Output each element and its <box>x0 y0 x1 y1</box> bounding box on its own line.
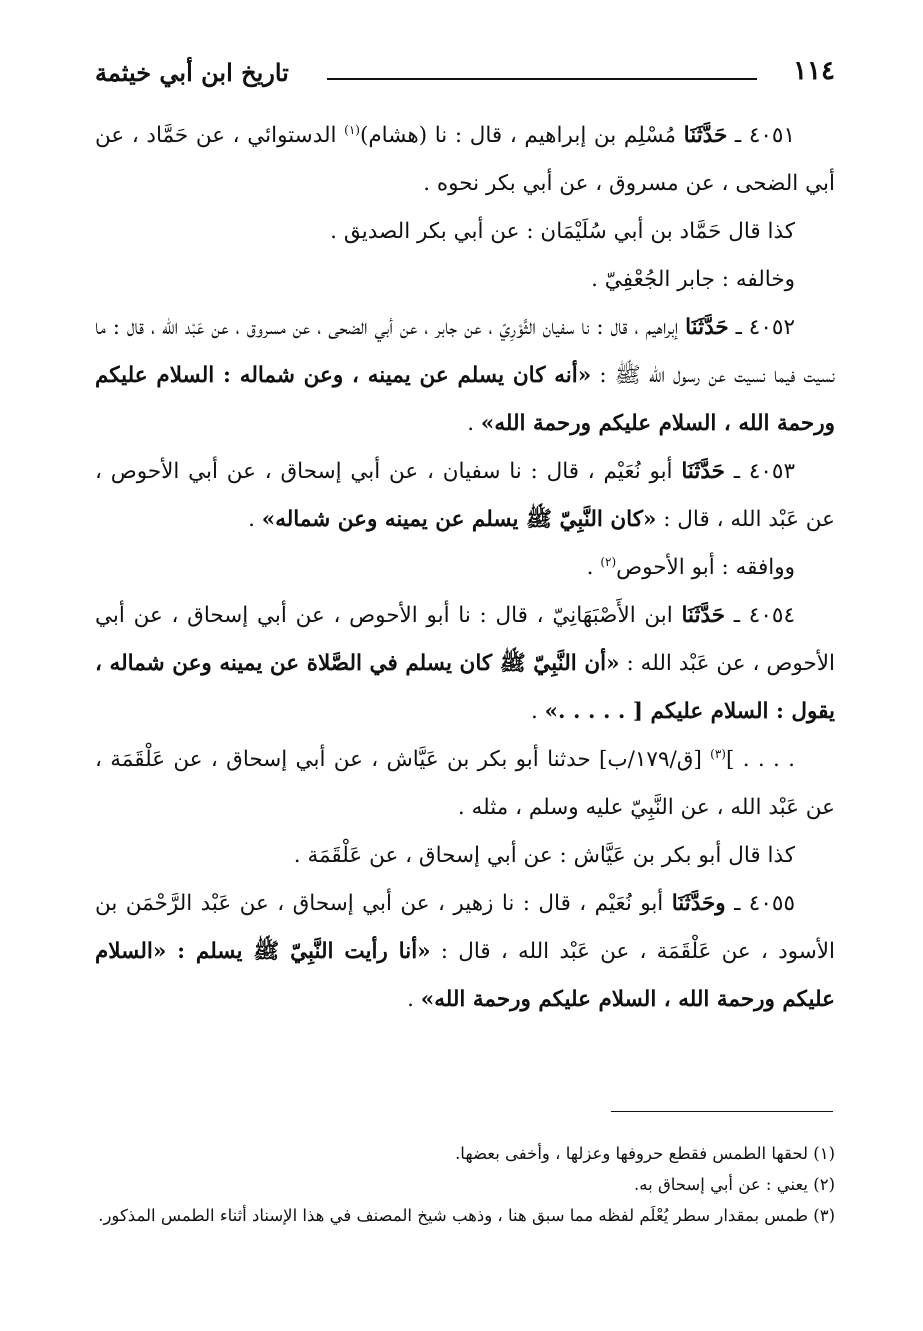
hadith-4051: ٤٠٥١ ـ حَدَّثَنَا مُسْلِم بن إبراهيم ، قال : نا (هشام)$^{(١)}$ الدستوائي ، عن حَمَّاد ، عن أبي الضحى ، عن مسروق ، عن أبي بكر نحوه . <box>95 122 835 196</box>
page-number: ١١٤ <box>793 56 835 86</box>
lacuna-paragraph: . . . . ]$^{(٣)}$ [ق/١٧٩/ب] حدثنا أبو بكر بن عَيَّاش ، عن أبي إسحاق ، عن عَلْقَمَة ، عن عَبْد الله ، عن النَّبِيّ عليه وسلم ، مثله . <box>95 746 835 820</box>
hadith-4055: ٤٠٥٥ ـ وحَدَّثَنَا أبو نُعَيْم ، قال : نا زهير ، عن أبي إسحاق ، عن عَبْد الرَّحْمَن بن الأسود ، عن عَلْقَمَة ، عن عَبْد الله ، قال : «أنا رأيت النَّبِيّ ﷺ يسلم : «السلام عليكم ورحمة الله ، السلام عليكم ورحمة الله» . <box>95 891 835 1012</box>
book-title: تاريخ ابن أبي خيثمة <box>95 58 289 87</box>
footnotes <box>95 1138 835 1231</box>
footnote-1: (١) لحقها الطمس فقطع حروفها وعزلها ، وأخفى بعضها. <box>455 1144 835 1163</box>
hadith-4052: ٤٠٥٢ ـ حَدَّثَنَا إبراهيم ، قال : نا سفيان الثَّوْرِيّ ، عن جابر ، عن أبي الضحى ، عن مسروق ، عن عَبْد الله ، قال : ما نسيت فيما نسيت عن رسول الله ﷺ : «أنه كان يسلم عن يمينه ، وعن شماله : السلام عليكم ورحمة الله ، السلام عليكم ورحمة الله» . <box>95 315 835 436</box>
note-abu-bakr: كذا قال أبو بكر بن عَيَّاش : عن أبي إسحاق ، عن عَلْقَمَة . <box>293 843 795 868</box>
footnote-ref-2: (٢) <box>600 554 617 569</box>
hadith-4053: ٤٠٥٣ ـ حَدَّثَنَا أبو نُعَيْم ، قال : نا سفيان ، عن أبي إسحاق ، عن أبي الأحوص ، عن عَبْد الله ، قال : «كان النَّبِيّ ﷺ يسلم عن يمينه وعن شماله» . <box>95 459 835 532</box>
running-header <box>95 56 835 96</box>
hadith-4054: ٤٠٥٤ ـ حَدَّثَنَا ابن الأَصْبَهَانِيّ ، قال : نا أبو الأحوص ، عن أبي إسحاق ، عن أبي الأحوص ، عن عَبْد الله : «أن النَّبِيّ ﷺ كان يسلم في الصَّلاة عن يمينه وعن شماله ، يقول : السلام عليكم [ . . . . .» . <box>95 603 836 724</box>
footnote-ref-1: (١) <box>344 122 360 137</box>
footnote-3: (٣) طمس بمقدار سطر يُعْلَم لفظه مما سبق هنا ، وذهب شيخ المصنف في هذا الإسناد أثناء الطمس المذكور. <box>98 1206 835 1225</box>
footnote-separator <box>611 1111 833 1112</box>
note-jabir: وخالفه : جابر الجُعْفِيّ . <box>591 267 795 292</box>
footnote-2: (٢) يعني : عن أبي إسحاق به. <box>634 1175 835 1194</box>
header-rule <box>327 78 757 80</box>
main-text <box>95 112 835 1024</box>
note-abu-alahwas: ووافقه : أبو الأحوص$^{(٢)}$ . <box>586 554 795 580</box>
footnote-ref-3: (٣) <box>710 746 726 761</box>
note-hammad: كذا قال حَمَّاد بن أبي سُلَيْمَان : عن أبي بكر الصديق . <box>330 219 795 244</box>
